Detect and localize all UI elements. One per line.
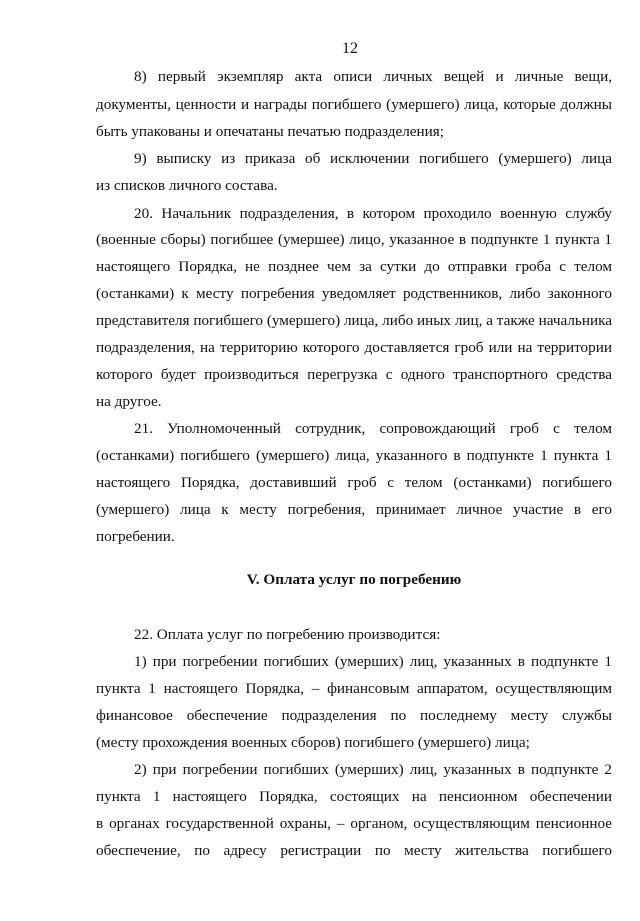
text-line: обеспечение, по адресу регистрации по месту жительства погибшего <box>96 842 612 859</box>
text-line: подразделения, на территорию которого доставляется гроб или на территории <box>96 339 612 356</box>
text-line: настоящего Порядка, не позднее чем за сутки до отправки гроба с телом <box>96 258 612 275</box>
text-line: погребении. <box>96 528 175 545</box>
text-line: (останками) к месту погребения уведомляет родственников, либо законного <box>96 285 612 302</box>
text-line-item-8-start: 8) первый экземпляр акта описи личных вещей и личные вещи, <box>134 68 612 85</box>
text-line: (умершего) лица к месту погребения, принимает личное участие в его <box>96 501 612 518</box>
text-line: быть упакованы и опечатаны печатью подразделения; <box>96 123 444 140</box>
text-line: из списков личного состава. <box>96 177 278 194</box>
text-line: пункта 1 настоящего Порядка, состоящих на пенсионном обеспечении <box>96 788 612 805</box>
text-line: в органах государственной охраны, – органом, осуществляющим пенсионное <box>96 815 612 832</box>
text-line: (месту прохождения военных сборов) погибшего (умершего) лица; <box>96 734 530 751</box>
text-line: представителя погибшего (умершего) лица, либо иных лиц, а также начальника <box>96 312 612 329</box>
text-line-item-2-start: 2) при погребении погибших (умерших) лиц, указанных в подпункте 2 <box>134 761 612 778</box>
text-line-paragraph-20-start: 20. Начальник подразделения, в котором проходило военную службу <box>134 205 612 222</box>
text-line: на другое. <box>96 393 162 410</box>
text-line: (останками) погибшего (умершего) лица, указанного в подпункте 1 пункта 1 <box>96 447 612 464</box>
text-line-paragraph-21-start: 21. Уполномоченный сотрудник, сопровождающий гроб с телом <box>134 420 612 437</box>
text-line: пункта 1 настоящего Порядка, – финансовым аппаратом, осуществляющим <box>96 680 612 697</box>
text-line: которого будет производиться перегрузка с одного транспортного средства <box>96 366 612 383</box>
text-line-item-9-start: 9) выписку из приказа об исключении погибшего (умершего) лица <box>134 150 612 167</box>
text-line: (военные сборы) погибшее (умершее) лицо, указанное в подпункте 1 пункта 1 <box>96 231 612 248</box>
text-line: документы, ценности и награды погибшего (умершего) лица, которые должны <box>96 96 612 113</box>
page-number: 12 <box>342 40 358 57</box>
text-line: финансовое обеспечение подразделения по последнему месту службы <box>96 707 612 724</box>
text-line: настоящего Порядка, доставивший гроб с телом (останками) погибшего <box>96 474 612 491</box>
text-line-item-1-start: 1) при погребении погибших (умерших) лиц, указанных в подпункте 1 <box>134 653 612 670</box>
section-heading: V. Оплата услуг по погребению <box>246 571 462 588</box>
text-line-paragraph-22-start: 22. Оплата услуг по погребению производится: <box>134 626 441 643</box>
